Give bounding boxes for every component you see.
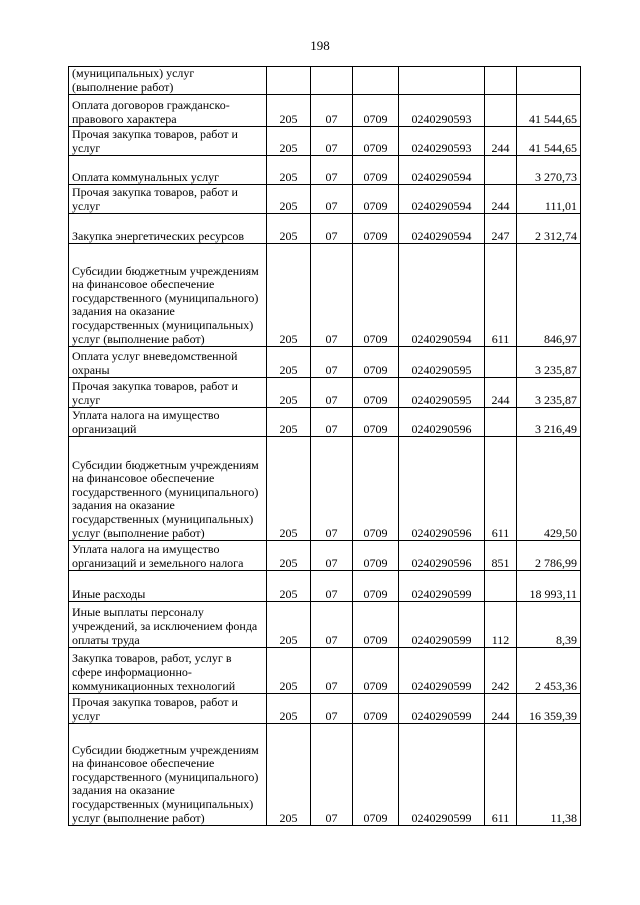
- cell-article: 0240290595: [399, 378, 485, 408]
- cell-section: 07: [311, 244, 353, 347]
- cell-admin-code: 205: [267, 541, 311, 571]
- cell-section: 07: [311, 541, 353, 571]
- table-row: [69, 378, 581, 408]
- cell-subsection: 0709: [353, 648, 399, 694]
- cell-expense-type: 611: [485, 724, 517, 826]
- cell-expense-type: 242: [485, 648, 517, 694]
- cell-name: Уплата налога на имущество организаций: [69, 408, 267, 437]
- cell-expense-type: 244: [485, 694, 517, 724]
- cell-amount: 2 786,99: [517, 541, 581, 571]
- table-row: [69, 724, 581, 826]
- cell-name: Прочая закупка товаров, работ и услуг: [69, 378, 267, 408]
- cell-name: Оплата договоров гражданско-правового характера: [69, 95, 267, 127]
- cell-section: [311, 67, 353, 95]
- cell-article: 0240290593: [399, 95, 485, 127]
- table-row: [69, 67, 581, 95]
- cell-subsection: 0709: [353, 437, 399, 541]
- cell-expense-type: 611: [485, 437, 517, 541]
- cell-subsection: 0709: [353, 694, 399, 724]
- cell-subsection: 0709: [353, 378, 399, 408]
- table-row: [69, 244, 581, 347]
- cell-article: 0240290599: [399, 602, 485, 648]
- cell-section: 07: [311, 378, 353, 408]
- cell-article: 0240290594: [399, 214, 485, 244]
- cell-section: 07: [311, 347, 353, 378]
- cell-expense-type: 247: [485, 214, 517, 244]
- cell-article: 0240290599: [399, 724, 485, 826]
- cell-admin-code: [267, 67, 311, 95]
- cell-section: 07: [311, 156, 353, 185]
- cell-expense-type: 244: [485, 185, 517, 214]
- cell-expense-type: [485, 408, 517, 437]
- cell-amount: [517, 67, 581, 95]
- cell-name: Прочая закупка товаров, работ и услуг: [69, 185, 267, 214]
- cell-admin-code: 205: [267, 648, 311, 694]
- cell-name: Субсидии бюджетным учреждениям на финансовое обеспечение государственного (муниципального) задания на оказание государственных (муниципальных) услуг (выполнение работ): [69, 437, 267, 541]
- cell-expense-type: 112: [485, 602, 517, 648]
- cell-section: 07: [311, 648, 353, 694]
- cell-subsection: 0709: [353, 602, 399, 648]
- cell-amount: 41 544,65: [517, 95, 581, 127]
- table-row: [69, 437, 581, 541]
- cell-admin-code: 205: [267, 408, 311, 437]
- cell-section: 07: [311, 95, 353, 127]
- cell-expense-type: [485, 571, 517, 602]
- cell-article: 0240290599: [399, 694, 485, 724]
- cell-admin-code: 205: [267, 571, 311, 602]
- cell-section: 07: [311, 571, 353, 602]
- cell-expense-type: [485, 67, 517, 95]
- table-row: [69, 602, 581, 648]
- cell-expense-type: 611: [485, 244, 517, 347]
- cell-article: 0240290594: [399, 156, 485, 185]
- cell-name: Субсидии бюджетным учреждениям на финансовое обеспечение государственного (муниципального) задания на оказание государственных (муниципальных) услуг (выполнение работ): [69, 244, 267, 347]
- cell-name: Оплата услуг вневедомственной охраны: [69, 347, 267, 378]
- cell-admin-code: 205: [267, 347, 311, 378]
- cell-amount: 18 993,11: [517, 571, 581, 602]
- table-row: [69, 127, 581, 156]
- cell-section: 07: [311, 724, 353, 826]
- cell-name: Субсидии бюджетным учреждениям на финансовое обеспечение государственного (муниципального) задания на оказание государственных (муниципальных) услуг (выполнение работ): [69, 724, 267, 826]
- cell-amount: 2 453,36: [517, 648, 581, 694]
- cell-name: Оплата коммунальных услуг: [69, 156, 267, 185]
- cell-expense-type: [485, 156, 517, 185]
- cell-amount: 11,38: [517, 724, 581, 826]
- budget-table: [68, 66, 581, 826]
- cell-subsection: 0709: [353, 156, 399, 185]
- cell-section: 07: [311, 694, 353, 724]
- cell-amount: 3 270,73: [517, 156, 581, 185]
- cell-amount: 846,97: [517, 244, 581, 347]
- table-row: [69, 571, 581, 602]
- cell-admin-code: 205: [267, 437, 311, 541]
- cell-name: Закупка энергетических ресурсов: [69, 214, 267, 244]
- cell-name: Иные выплаты персоналу учреждений, за исключением фонда оплаты труда: [69, 602, 267, 648]
- cell-article: 0240290599: [399, 571, 485, 602]
- cell-admin-code: 205: [267, 244, 311, 347]
- cell-subsection: 0709: [353, 724, 399, 826]
- table-row: [69, 694, 581, 724]
- cell-article: [399, 67, 485, 95]
- table-row: [69, 185, 581, 214]
- cell-subsection: 0709: [353, 95, 399, 127]
- cell-subsection: 0709: [353, 214, 399, 244]
- cell-subsection: 0709: [353, 408, 399, 437]
- cell-admin-code: 205: [267, 694, 311, 724]
- cell-admin-code: 205: [267, 378, 311, 408]
- cell-article: 0240290596: [399, 541, 485, 571]
- cell-article: 0240290596: [399, 437, 485, 541]
- table-row: [69, 156, 581, 185]
- cell-expense-type: [485, 95, 517, 127]
- cell-name: Закупка товаров, работ, услуг в сфере информационно-коммуникационных технологий: [69, 648, 267, 694]
- cell-name: Иные расходы: [69, 571, 267, 602]
- cell-amount: 8,39: [517, 602, 581, 648]
- cell-admin-code: 205: [267, 602, 311, 648]
- cell-expense-type: 244: [485, 378, 517, 408]
- table-row: [69, 408, 581, 437]
- cell-amount: 16 359,39: [517, 694, 581, 724]
- cell-admin-code: 205: [267, 185, 311, 214]
- cell-section: 07: [311, 214, 353, 244]
- cell-article: 0240290595: [399, 347, 485, 378]
- cell-admin-code: 205: [267, 156, 311, 185]
- cell-name: Прочая закупка товаров, работ и услуг: [69, 127, 267, 156]
- cell-section: 07: [311, 437, 353, 541]
- cell-admin-code: 205: [267, 214, 311, 244]
- cell-subsection: 0709: [353, 127, 399, 156]
- table-row: [69, 95, 581, 127]
- table-row: [69, 541, 581, 571]
- table-row: [69, 347, 581, 378]
- cell-section: 07: [311, 602, 353, 648]
- cell-amount: 3 216,49: [517, 408, 581, 437]
- cell-admin-code: 205: [267, 724, 311, 826]
- cell-article: 0240290599: [399, 648, 485, 694]
- cell-section: 07: [311, 127, 353, 156]
- cell-subsection: 0709: [353, 185, 399, 214]
- cell-article: 0240290594: [399, 185, 485, 214]
- cell-amount: 3 235,87: [517, 378, 581, 408]
- cell-article: 0240290596: [399, 408, 485, 437]
- cell-amount: 429,50: [517, 437, 581, 541]
- cell-amount: 41 544,65: [517, 127, 581, 156]
- cell-section: 07: [311, 408, 353, 437]
- cell-admin-code: 205: [267, 127, 311, 156]
- cell-name: Прочая закупка товаров, работ и услуг: [69, 694, 267, 724]
- cell-amount: 111,01: [517, 185, 581, 214]
- cell-expense-type: 244: [485, 127, 517, 156]
- table-row: [69, 214, 581, 244]
- table-row: [69, 648, 581, 694]
- cell-name: (муниципальных) услуг (выполнение работ): [69, 67, 267, 95]
- cell-article: 0240290594: [399, 244, 485, 347]
- cell-section: 07: [311, 185, 353, 214]
- cell-admin-code: 205: [267, 95, 311, 127]
- cell-subsection: 0709: [353, 541, 399, 571]
- cell-subsection: 0709: [353, 347, 399, 378]
- cell-subsection: 0709: [353, 244, 399, 347]
- cell-amount: 2 312,74: [517, 214, 581, 244]
- cell-subsection: 0709: [353, 571, 399, 602]
- cell-amount: 3 235,87: [517, 347, 581, 378]
- cell-expense-type: [485, 347, 517, 378]
- page-number: 198: [310, 38, 330, 53]
- cell-expense-type: 851: [485, 541, 517, 571]
- cell-article: 0240290593: [399, 127, 485, 156]
- cell-name: Уплата налога на имущество организаций и земельного налога: [69, 541, 267, 571]
- cell-subsection: [353, 67, 399, 95]
